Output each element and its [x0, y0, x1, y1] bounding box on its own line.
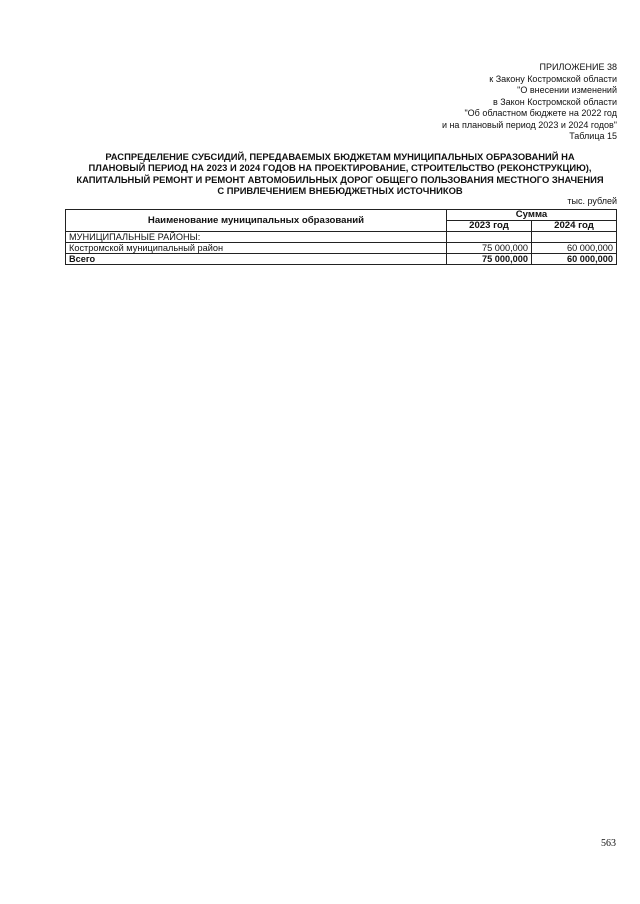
row-value-2023: [447, 232, 532, 243]
row-name: Костромской муниципальный район: [66, 243, 447, 254]
title-line: С ПРИВЛЕЧЕНИЕМ ВНЕБЮДЖЕТНЫХ ИСТОЧНИКОВ: [217, 185, 463, 197]
column-header-name: Наименование муниципальных образований: [66, 210, 447, 232]
appendix-line: к Закону Костромской области: [489, 73, 617, 84]
row-value-2024: 60 000,000: [532, 243, 617, 254]
page-number: 563: [601, 838, 616, 849]
row-value-2024: [532, 232, 617, 243]
document-title: [40, 151, 640, 197]
title-line: КАПИТАЛЬНЫЙ РЕМОНТ И РЕМОНТ АВТОМОБИЛЬНЫХ ДОРОГ ОБЩЕГО ПОЛЬЗОВАНИЯ МЕСТНОГО ЗНАЧЕНИЯ: [76, 173, 604, 185]
appendix-header: [442, 62, 617, 143]
row-value-2023: 75 000,000: [447, 243, 532, 254]
table-number: Таблица 15: [569, 131, 617, 141]
row-name: МУНИЦИПАЛЬНЫЕ РАЙОНЫ:: [66, 232, 447, 243]
appendix-line: "Об областном бюджете на 2022 год: [464, 108, 617, 118]
appendix-line: и на плановый период 2023 и 2024 годов": [441, 119, 617, 130]
total-value-2023: 75 000,000: [447, 254, 532, 265]
table-row: [66, 243, 617, 254]
column-header-2023: 2023 год: [447, 221, 532, 232]
column-header-2024: 2024 год: [532, 221, 617, 232]
total-value-2024: 60 000,000: [532, 254, 617, 265]
appendix-line: ПРИЛОЖЕНИЕ 38: [539, 62, 617, 72]
table-row: [66, 232, 617, 243]
title-line: РАСПРЕДЕЛЕНИЕ СУБСИДИЙ, ПЕРЕДАВАЕМЫХ БЮДЖЕТАМ МУНИЦИПАЛЬНЫХ ОБРАЗОВАНИЙ НА: [105, 151, 575, 162]
appendix-line: в Закон Костромской области: [492, 96, 617, 107]
column-header-sum: Сумма: [447, 210, 617, 221]
subsidy-table: [65, 209, 617, 265]
units-label: тыс. рублей: [567, 196, 617, 206]
title-line: ПЛАНОВЫЙ ПЕРИОД НА 2023 И 2024 ГОДОВ НА ПРОЕКТИРОВАНИЕ, СТРОИТЕЛЬСТВО (РЕКОНСТРУКЦИЮ),: [88, 162, 592, 174]
table-header-row: [66, 210, 617, 221]
total-label: Всего: [66, 254, 447, 265]
appendix-line: "О внесении изменений: [517, 85, 617, 95]
total-row: [66, 254, 617, 265]
